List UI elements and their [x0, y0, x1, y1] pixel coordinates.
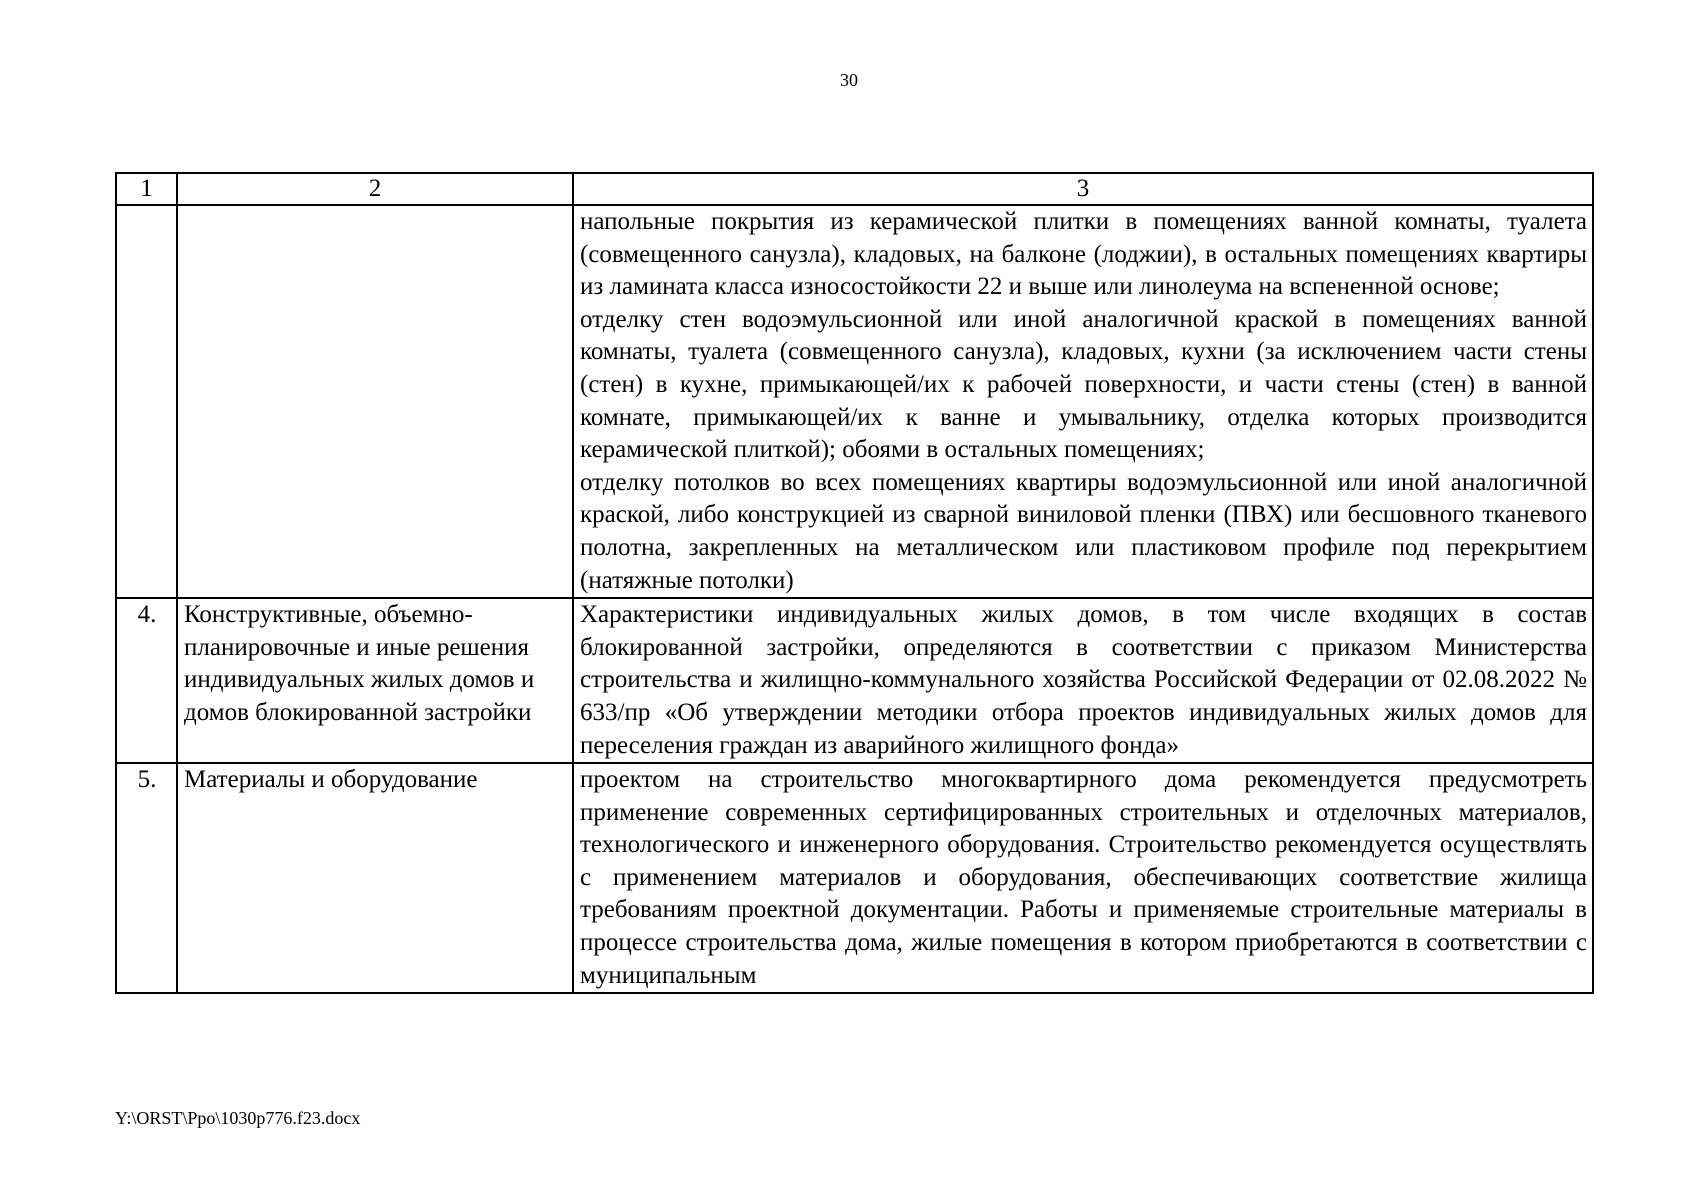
- paragraph-ceiling-finish: отделку потолков во всех помещениях квартиры водоэмульсионной или иной аналогичной краской, либо конструкцией из сварной виниловой пленки (ПВХ) или бесшовного тканевого полотна, закрепленных на металлическом или пластиковом профиле под перекрытием (натяжные потолки): [580, 468, 1587, 594]
- row-number: [116, 205, 177, 598]
- requirements-table: [115, 172, 1594, 994]
- paragraph-wall-finish: отделку стен водоэмульсионной или иной аналогичной краской в помещениях ванной комнаты, туалета (совмещенного санузла), кладовых, кухни (за исключением части стены (стен) в кухне, примыкающей/их к рабочей поверхности, и части стены (стен) в ванной комнате, примыкающей/их к ванне и умывальнику, отделка которых производится керамической плиткой); обоями в остальных помещениях;: [580, 305, 1587, 464]
- paragraph-floor-finish: напольные покрытия из керамической плитки в помещениях ванной комнаты, туалета (совмещенного санузла), кладовых, на балконе (лоджии), в остальных помещениях квартиры из ламината класса износостойкости 22 и выше или линолеума на вспененной основе;: [580, 208, 1587, 301]
- header-cell-1: 1: [116, 173, 177, 205]
- file-path-footer: Y:\ORST\Ppo\1030p776.f23.docx: [115, 1108, 361, 1128]
- table-row: [116, 598, 1593, 763]
- header-cell-3: 3: [573, 173, 1593, 205]
- page-number: 30: [840, 70, 858, 90]
- table-row: [116, 205, 1593, 598]
- table-row: [116, 763, 1593, 993]
- row-content: [573, 763, 1593, 993]
- row-number: 4.: [116, 598, 177, 763]
- header-cell-2: 2: [177, 173, 573, 205]
- row-content: [573, 205, 1593, 598]
- row-name: Конструктивные, объемно-планировочные и иные решения индивидуальных жилых домов и домов блокированной застройки: [177, 598, 573, 763]
- paragraph-materials: проектом на строительство многоквартирного дома рекомендуется предусмотреть применение современных сертифицированных строительных и отделочных материалов, технологического и инженерного оборудования. Строительство рекомендуется осуществлять с применением материалов и оборудования, обеспечивающих соответствие жилища требованиям проектной документации. Работы и применяемые строительные материалы в процессе строительства дома, жилые помещения в котором приобретаются в соответствии с муниципальным: [580, 766, 1587, 989]
- table-header-row: [116, 173, 1593, 205]
- row-name: Материалы и оборудование: [177, 763, 573, 993]
- row-name: [177, 205, 573, 598]
- paragraph-house-characteristics: Характеристики индивидуальных жилых домов, в том числе входящих в состав блокированной застройки, определяются в соответствии с приказом Министерства строительства и жилищно-коммунального хозяйства Российской Федерации от 02.08.2022 № 633/пр «Об утверждении методики отбора проектов индивидуальных жилых домов для переселения граждан из аварийного жилищного фонда»: [580, 601, 1587, 759]
- row-number: 5.: [116, 763, 177, 993]
- row-content: [573, 598, 1593, 763]
